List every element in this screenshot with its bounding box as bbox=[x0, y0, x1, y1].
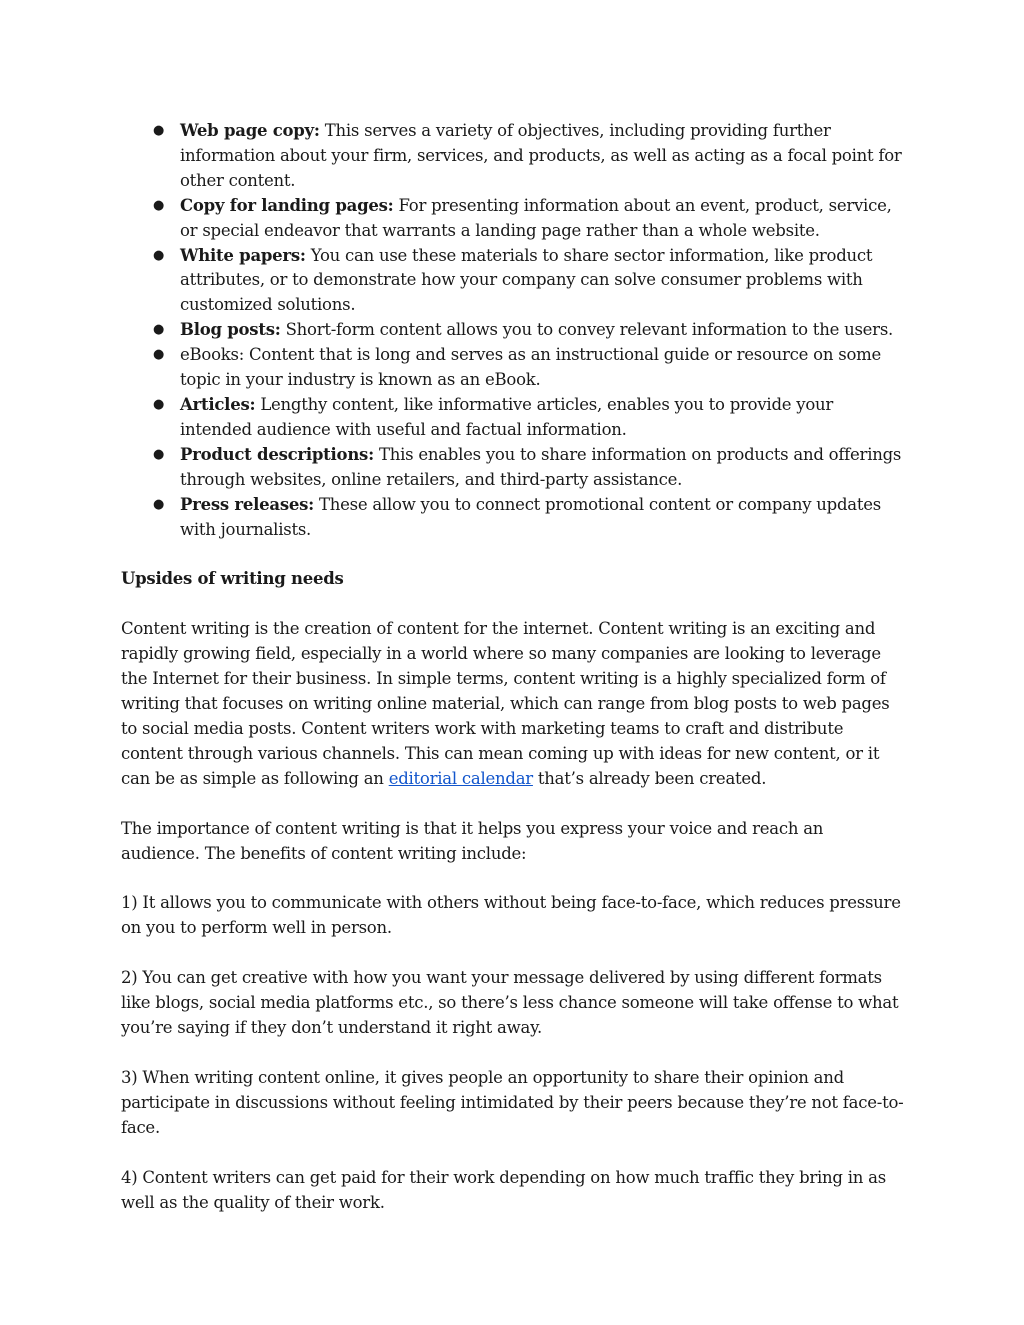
bullet-icon: ● bbox=[153, 396, 165, 412]
list-item-term: Blog posts: bbox=[180, 320, 281, 340]
benefit-paragraph-4: 4) Content writers can get paid for their work depending on how much traffic they bring in as well as the quality of their work. bbox=[121, 1167, 886, 1212]
list-item-term: Press releases: bbox=[180, 494, 314, 514]
list-item bbox=[121, 318, 906, 343]
bullet-icon: ● bbox=[153, 123, 165, 138]
list-item-text: Lengthy content, like informative articles, enables you to provide your intended audience with useful and factual information. bbox=[180, 394, 834, 439]
list-item bbox=[121, 194, 906, 244]
intro-paragraph bbox=[121, 617, 906, 791]
list-item-term: Web page copy: bbox=[180, 121, 320, 140]
list-item bbox=[121, 119, 906, 194]
list-item bbox=[121, 244, 906, 319]
bullet-icon: ● bbox=[153, 197, 165, 213]
bullet-icon: ● bbox=[153, 496, 165, 512]
list-item bbox=[121, 343, 906, 393]
list-item-text: For presenting information about an event, product, service, or special endeavor that warrants a landing page rather than a whole website. bbox=[180, 195, 892, 240]
intro-text-before-link: Content writing is the creation of content for the internet. Content writing is an exciting and rapidly growing field, especially in a world where so many companies are looking to leverage the Internet for their business. In simple terms, content writing is a highly specialized form of writing that focuses on writing online material, which can range from blog posts to web pages to social media posts. Content writers work with marketing teams to craft and distribute content through various channels. This can mean coming up with ideas for new content, or it can be as simple as following an bbox=[121, 619, 890, 788]
list-item-text: These allow you to connect promotional content or company updates with journalists. bbox=[180, 494, 881, 539]
intro-text-after-link: that’s already been created. bbox=[532, 768, 767, 788]
list-item-term: White papers: bbox=[180, 245, 306, 265]
list-item-text: Short-form content allows you to convey relevant information to the users. bbox=[280, 320, 894, 340]
list-item-text: eBooks: Content that is long and serves as an instructional guide or resource on some topic in your industry is known as an eBook. bbox=[180, 345, 882, 390]
list-item bbox=[121, 493, 906, 543]
section-heading: Upsides of writing needs bbox=[121, 569, 344, 589]
benefit-paragraph-2: 2) You can get creative with how you want your message delivered by using different formats like blogs, social media platforms etc., so there’s less chance someone will take offense to what you’re saying if they don’t understand it right away. bbox=[121, 968, 899, 1038]
document-page bbox=[121, 119, 906, 1216]
bullet-icon: ● bbox=[153, 446, 165, 462]
content-types-list bbox=[121, 119, 906, 542]
list-item-text: You can use these materials to share sector information, like product attributes, or to demonstrate how your company can solve consumer problems with customized solutions. bbox=[180, 245, 873, 315]
bullet-icon: ● bbox=[153, 347, 165, 363]
list-item-term: Copy for landing pages: bbox=[180, 195, 394, 215]
bullet-icon: ● bbox=[153, 247, 165, 263]
list-item-text: This enables you to share information on products and offerings through websites, online retailers, and third-party assistance. bbox=[180, 444, 902, 489]
list-item-term: Articles: bbox=[180, 394, 256, 414]
importance-paragraph: The importance of content writing is that it helps you express your voice and reach an audience. The benefits of content writing include: bbox=[121, 818, 824, 863]
benefit-paragraph-1: 1) It allows you to communicate with others without being face-to-face, which reduces pressure on you to perform well in person. bbox=[121, 893, 901, 938]
list-item-text: This serves a variety of objectives, including providing further information about your firm, services, and products, as well as acting as a focal point for other content. bbox=[180, 121, 902, 190]
list-item-term: Product descriptions: bbox=[180, 444, 374, 464]
list-item bbox=[121, 443, 906, 493]
bullet-icon: ● bbox=[153, 322, 165, 338]
editorial-calendar-link[interactable]: editorial calendar bbox=[388, 768, 533, 788]
list-item bbox=[121, 393, 906, 443]
benefit-paragraph-3: 3) When writing content online, it gives people an opportunity to share their opinion and participate in discussions without feeling intimidated by their peers because they’re not face-to-face. bbox=[121, 1068, 904, 1137]
